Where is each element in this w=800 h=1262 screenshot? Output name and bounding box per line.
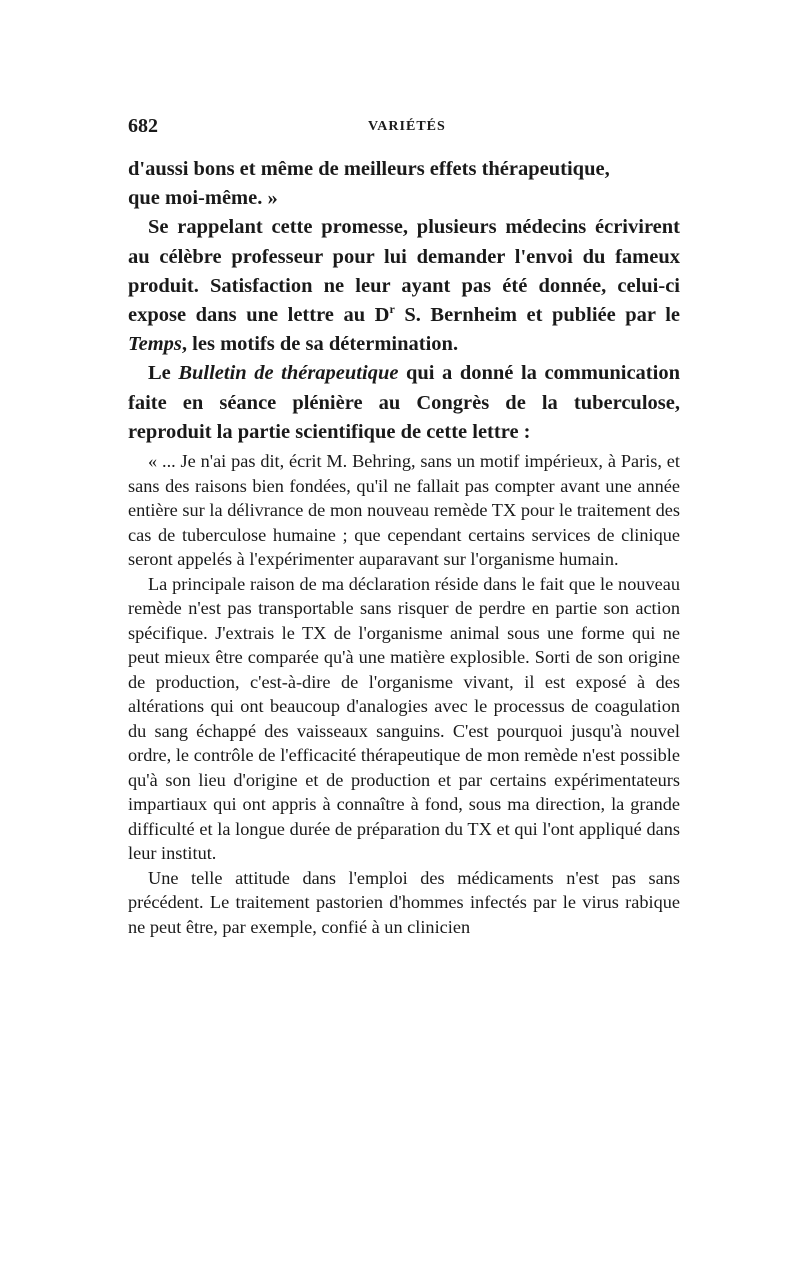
running-title: VARIÉTÉS — [368, 119, 446, 134]
intro-text — [128, 155, 680, 447]
paragraph-promise: Se rappelant cette promesse, plusieurs médecins écrivirent au célèbre professeur pour lui demander l'envoi du fameux produit. Satisfaction ne leur ayant pas été donnée, celui-ci expose dans une lettre au $D^r$ S. Bernheim et publiée par le Temps, les motifs de sa détermination. — [128, 216, 680, 356]
quote-paragraph-2: La principale raison de ma déclaration réside dans le fait que le nouveau remède n'est pas transportable sans risquer de perdre en partie son action spécifique. J'extrais le TX de l'organisme animal sous une forme qui ne peut mieux être comparée qu'à une matière explosible. Sorti de son origine de production, c'est-à-dire de l'organisme vivant, il est exposé à des altérations qui ont beaucoup d'analogies avec le processus de coagulation du sang échappé des vaisseaux sanguins. C'est pourquoi jusqu'à nouvel ordre, le contrôle de l'efficacité thérapeutique de mon remède n'est possible qu'à son lieu d'origine et de production et par certains expérimentateurs impartiaux qui ont appris à connaître à fond, sous ma direction, la grande difficulté et la longue durée de préparation du TX et qui l'ont appliqué dans leur institut. — [128, 573, 680, 863]
continuation-line-1: d'aussi bons et même de meilleurs effets thérapeutique, — [128, 158, 610, 180]
bulletin-title: Bulletin de thérapeutique — [178, 362, 399, 385]
quoted-letter — [128, 449, 680, 939]
doctor-superscript: r — [389, 302, 395, 317]
running-head — [128, 115, 680, 143]
continuation-line-2: que moi-même. » — [128, 187, 278, 210]
paragraph-bulletin: Le Bulletin de thérapeutique qui a donné la communication faite en séance plénière au Congrès de la tuberculose, reproduit la partie scientifique de cette lettre : — [128, 362, 680, 443]
quote-paragraph-3: Une telle attitude dans l'emploi des médicaments n'est pas sans précédent. Le traitement pastorien d'hommes infectés par le virus rabique ne peut être, par exemple, confié à un clinicien — [128, 867, 680, 937]
quote-paragraph-1: « ... Je n'ai pas dit, écrit M. Behring, sans un motif impérieux, à Paris, et sans des raisons bien fondées, qu'il ne fallait pas compter avant une année entière sur la délivrance de mon nouveau remède TX pour le traitement des cas de tuberculose humaine ; que cependant certains services de clinique seront appelés à l'expérimenter auparavant sur l'organisme humain. — [128, 451, 680, 569]
newspaper-title: Temps — [128, 333, 182, 356]
paragraph-continuation — [128, 155, 680, 213]
page-number: 682 — [128, 115, 158, 137]
